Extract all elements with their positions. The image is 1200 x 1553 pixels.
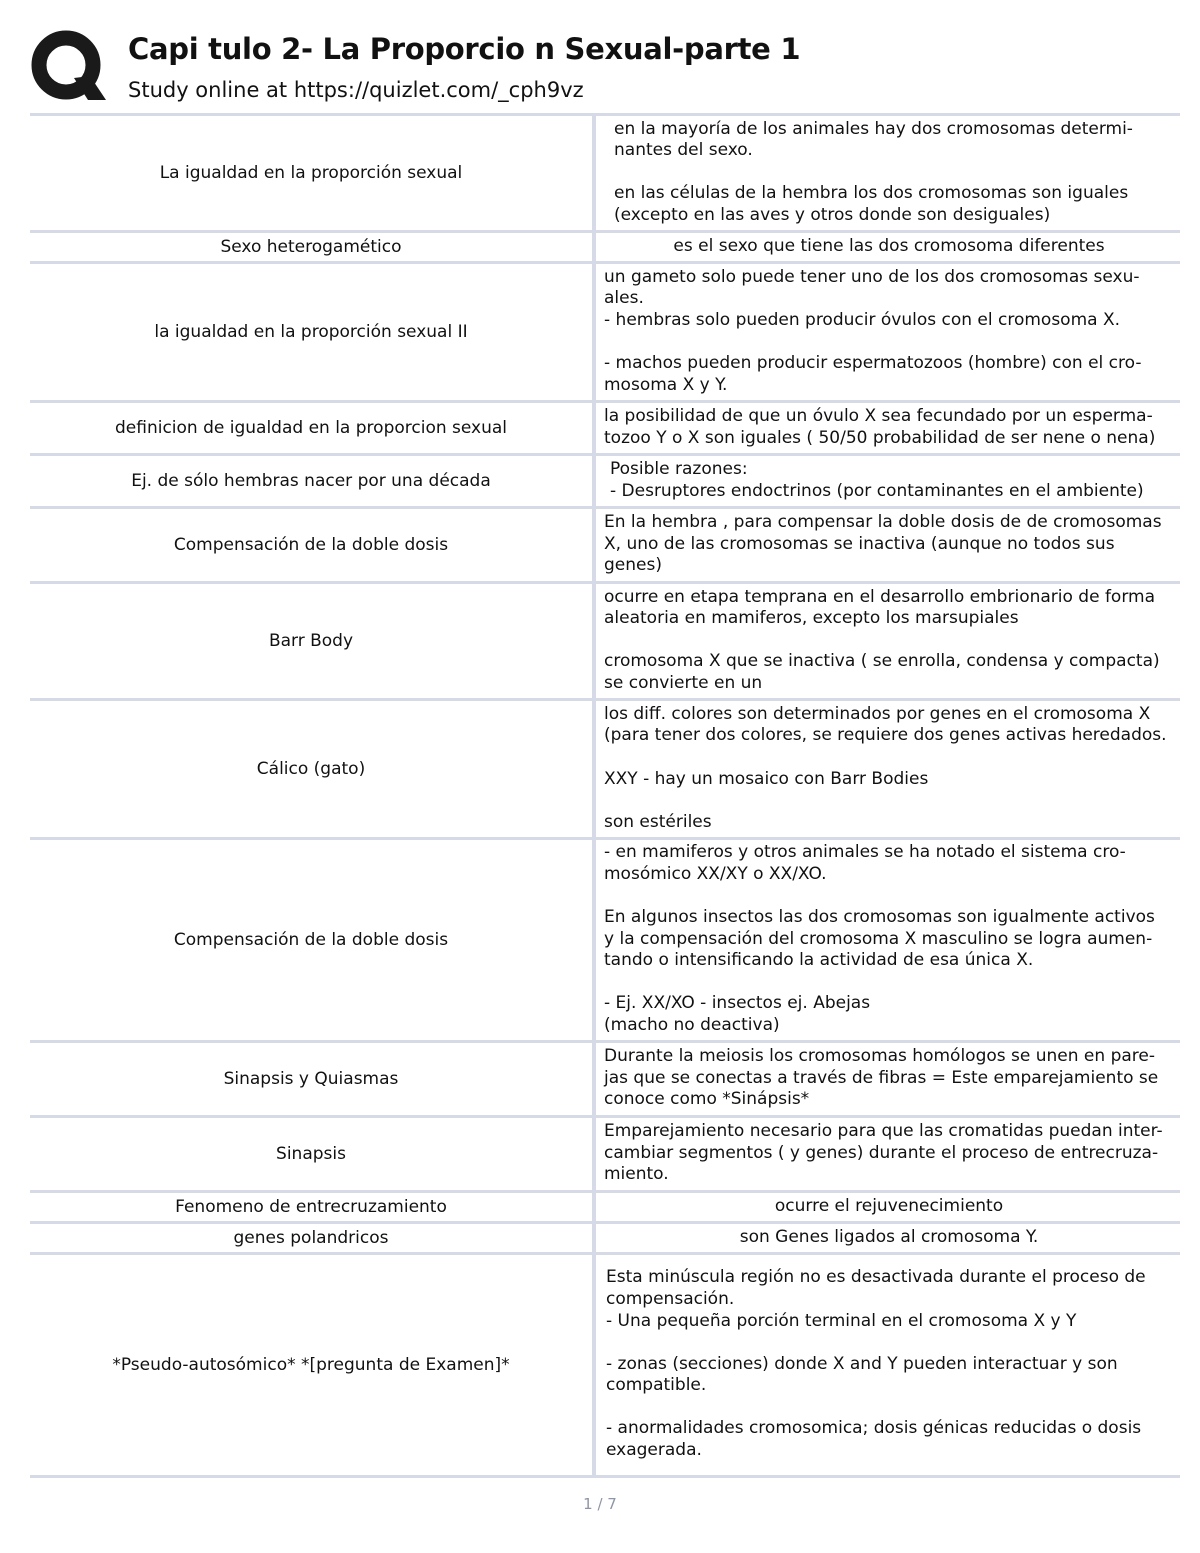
- document-header: [30, 28, 1180, 110]
- card-term: Compensación de la doble dosis: [30, 509, 596, 581]
- flashcard-table: [30, 113, 1180, 1478]
- page-number: 1 / 7: [583, 1495, 617, 1513]
- card-definition: [596, 701, 1180, 837]
- card-term: definicion de igualdad en la proporcion sexual: [30, 403, 596, 453]
- card-definition-text: Emparejamiento necesario para que las cromatidas puedan inter- cambiar segmentos ( y genes) durante el proceso de entrecruza- miento.: [604, 1121, 1163, 1185]
- card-definition: [596, 509, 1180, 581]
- card-definition: [596, 1193, 1180, 1221]
- card-definition-text: en la mayoría de los animales hay dos cromosomas determi- nantes del sexo. en las células de la hembra los dos cromosomas son iguales (excepto en las aves y otros donde son desiguales): [614, 118, 1133, 225]
- card-definition: [596, 1118, 1180, 1190]
- flashcard-row: [30, 1040, 1180, 1115]
- card-term: Fenomeno de entrecruzamiento: [30, 1193, 596, 1221]
- card-term: La igualdad en la proporción sexual: [30, 116, 596, 230]
- quizlet-q-logo-icon: [30, 28, 106, 104]
- card-term: *Pseudo-autosómico* *[pregunta de Examen]*: [30, 1255, 596, 1475]
- card-term: Cálico (gato): [30, 701, 596, 837]
- card-definition-text: los diff. colores son determinados por genes en el cromosoma X (para tener dos colores, se requiere dos genes activas heredados. XXY - hay un mosaico con Barr Bodies son estériles: [604, 703, 1167, 832]
- card-definition-text: son Genes ligados al cromosoma Y.: [739, 1226, 1039, 1247]
- flashcard-row: [30, 837, 1180, 1040]
- flashcard-row: [30, 1115, 1180, 1190]
- card-definition-text: En la hembra , para compensar la doble dosis de de cromosomas X, uno de las cromosomas se inactiva (aunque no todos sus genes): [604, 512, 1162, 576]
- card-term: Sexo heterogamético: [30, 233, 596, 261]
- card-definition-text: Posible razones: - Desruptores endoctrinos (por contaminantes en el ambiente): [610, 458, 1144, 501]
- card-term: Barr Body: [30, 584, 596, 698]
- card-definition-text: - en mamiferos y otros animales se ha notado el sistema cro- mosómico XX/XY o XX/XO. En algunos insectos las dos cromosomas son igualmente activos y la compensación del cromosoma X masculino se logra aumen- tando o intensificando la actividad de esa única X. - Ej. XX/XO - insectos ej. Abejas (macho no deactiva): [604, 842, 1155, 1036]
- card-definition-text: es el sexo que tiene las dos cromosoma diferentes: [673, 235, 1105, 256]
- card-definition-text: Esta minúscula región no es desactivada durante el proceso de compensación. - Una pequeña porción terminal en el cromosoma X y Y - zonas (secciones) donde X and Y pueden interactuar y son compatible. - anormalidades cromosomica; dosis génicas reducidas o dosis exagerada.: [606, 1267, 1146, 1461]
- card-definition-text: ocurre en etapa temprana en el desarrollo embrionario de forma aleatoria en mamiferos, excepto los marsupiales cromosoma X que se inactiva ( se enrolla, condensa y compacta) se convierte en un: [604, 586, 1160, 693]
- card-definition: [596, 1224, 1180, 1252]
- flashcard-row: [30, 230, 1180, 261]
- card-term: Compensación de la doble dosis: [30, 840, 596, 1040]
- card-definition: [596, 840, 1180, 1040]
- card-definition: [596, 233, 1180, 261]
- card-term: Ej. de sólo hembras nacer por una década: [30, 456, 596, 506]
- flashcard-row: [30, 506, 1180, 581]
- flashcard-row: [30, 1190, 1180, 1221]
- flashcard-row: [30, 1221, 1180, 1252]
- card-definition-text: un gameto solo puede tener uno de los dos cromosomas sexu- ales. - hembras solo pueden producir óvulos con el cromosoma X. - machos pueden producir espermatozoos (hombre) con el cro- mosoma X y Y.: [604, 266, 1142, 395]
- flashcard-row: [30, 1252, 1180, 1478]
- flashcard-row: [30, 113, 1180, 230]
- card-definition-text: la posibilidad de que un óvulo X sea fecundado por un esperma- tozoo Y o X son iguales ( 50/50 probabilidad de ser nene o nena): [604, 405, 1156, 448]
- card-definition: [596, 1043, 1180, 1115]
- flashcard-row: [30, 698, 1180, 837]
- card-definition: [596, 584, 1180, 698]
- flashcard-row: [30, 453, 1180, 506]
- card-term: la igualdad en la proporción sexual II: [30, 264, 596, 400]
- flashcard-row: [30, 581, 1180, 698]
- flashcard-row: [30, 400, 1180, 453]
- card-definition: [596, 1255, 1180, 1475]
- card-term: Sinapsis y Quiasmas: [30, 1043, 596, 1115]
- card-definition: [596, 116, 1180, 230]
- card-definition: [596, 264, 1180, 400]
- page-title: Capi tulo 2- La Proporcio n Sexual-parte 1: [128, 32, 801, 66]
- card-definition-text: Durante la meiosis los cromosomas homólogos se unen en pare- jas que se conectas a través de fibras = Este emparejamiento se conoce como *Sinápsis*: [604, 1046, 1159, 1110]
- study-link-text: Study online at https://quizlet.com/_cph9vz: [128, 78, 584, 102]
- card-definition: [596, 403, 1180, 453]
- card-term: genes polandricos: [30, 1224, 596, 1252]
- card-definition: [596, 456, 1180, 506]
- card-definition-text: ocurre el rejuvenecimiento: [774, 1195, 1004, 1216]
- card-term: Sinapsis: [30, 1118, 596, 1190]
- flashcard-row: [30, 261, 1180, 400]
